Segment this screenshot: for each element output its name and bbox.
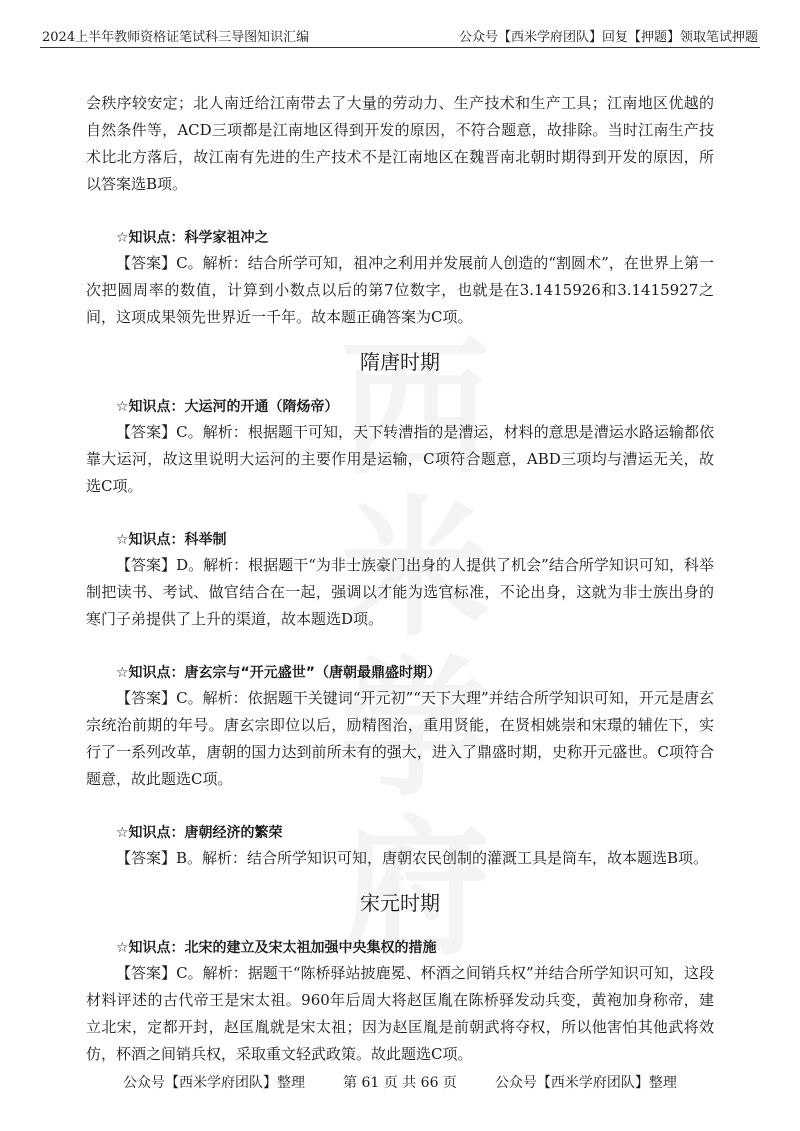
page-content	[86, 90, 714, 1068]
knowledge-point-title: ☆知识点：北宋的建立及宋太祖加强中央集权的措施	[116, 940, 437, 956]
knowledge-point-title: ☆知识点：科学家祖冲之	[116, 230, 269, 246]
answer-paragraph: 【答案】C。解析：结合所学可知，祖冲之利用并发展前人创造的“割圆术”，在世界上第一次把圆周率的数值，计算到小数点以后的第7位数字，也就是在3.1415926和3.1415927之间，这项成果领先世界近一千年。故本题正确答案为C项。	[86, 254, 714, 326]
answer-paragraph: 【答案】C。解析：根据题干可知，天下转漕指的是漕运，材料的意思是漕运水路运输都依靠大运河，故这里说明大运河的主要作用是运输，C项符合题意，ABD三项均与漕运无关，故选C项。	[86, 423, 714, 495]
knowledge-point-title: ☆知识点：唐朝经济的繁荣	[116, 825, 283, 841]
page-number: 第 61 页 共 66 页	[343, 1075, 457, 1091]
header-right-text: 公众号【西米学府团队】回复【押题】领取笔试押题	[458, 29, 758, 45]
footer-right-text: 公众号【西米学府团队】整理	[494, 1075, 677, 1091]
answer-paragraph: 【答案】D。解析：根据题干“为非士族豪门出身的人提供了机会”结合所学知识可知，科举制把读书、考试、做官结合在一起，强调以才能为选官标准，不论出身，这就为非士族出身的寒门子弟提供了上升的渠道，故本题选D项。	[86, 556, 714, 628]
page-footer	[0, 1072, 800, 1092]
header-left-text: 2024上半年教师资格证笔试科三导图知识汇编	[42, 29, 310, 45]
answer-paragraph: 【答案】C。解析：依据题干关键词“开元初”“天下大理”并结合所学知识可知，开元是唐玄宗统治前期的年号。唐玄宗即位以后，励精图治，重用贤能，在贤相姚崇和宋璟的辅佐下，实行了一系列改革，唐朝的国力达到前所未有的强大，进入了鼎盛时期，史称开元盛世。C项符合题意，故此题选C项。	[86, 689, 714, 788]
knowledge-point-title: ☆知识点：唐玄宗与“开元盛世”（唐朝最鼎盛时期）	[116, 665, 441, 681]
knowledge-point-title: ☆知识点：科举制	[116, 532, 227, 548]
intro-paragraph: 会秩序较安定；北人南迁给江南带去了大量的劳动力、生产技术和生产工具；江南地区优越的自然条件等，ACD三项都是江南地区得到开发的原因，不符合题意，故排除。当时江南生产技术比北方落后，故江南有先进的生产技术不是江南地区在魏晋南北朝时期得到开发的原因，所以答案选B项。	[86, 94, 714, 193]
answer-paragraph: 【答案】C。解析：据题干“陈桥驿站披鹿冕、杯酒之间销兵权”并结合所学知识可知，这段材料评述的古代帝王是宋太祖。960年后周大将赵匡胤在陈桥驿发动兵变，黄袍加身称帝，建立北宋，定都开封，赵匡胤就是宋太祖；因为赵匡胤是前朝武将夺权，所以他害怕其他武将效仿，杯酒之间销兵权，采取重文轻武政策。故此题选C项。	[86, 964, 714, 1063]
header-divider	[40, 47, 760, 48]
section-title-song-yuan: 宋元时期	[360, 891, 440, 915]
section-title-sui-tang: 隋唐时期	[360, 350, 440, 374]
knowledge-point-title: ☆知识点：大运河的开通（隋炀帝）	[116, 399, 339, 415]
page-header	[42, 24, 758, 46]
footer-left-text: 公众号【西米学府团队】整理	[123, 1075, 306, 1091]
answer-paragraph: 【答案】B。解析：结合所学知识可知，唐朝农民创制的灌溉工具是筒车，故本题选B项。	[116, 849, 709, 867]
